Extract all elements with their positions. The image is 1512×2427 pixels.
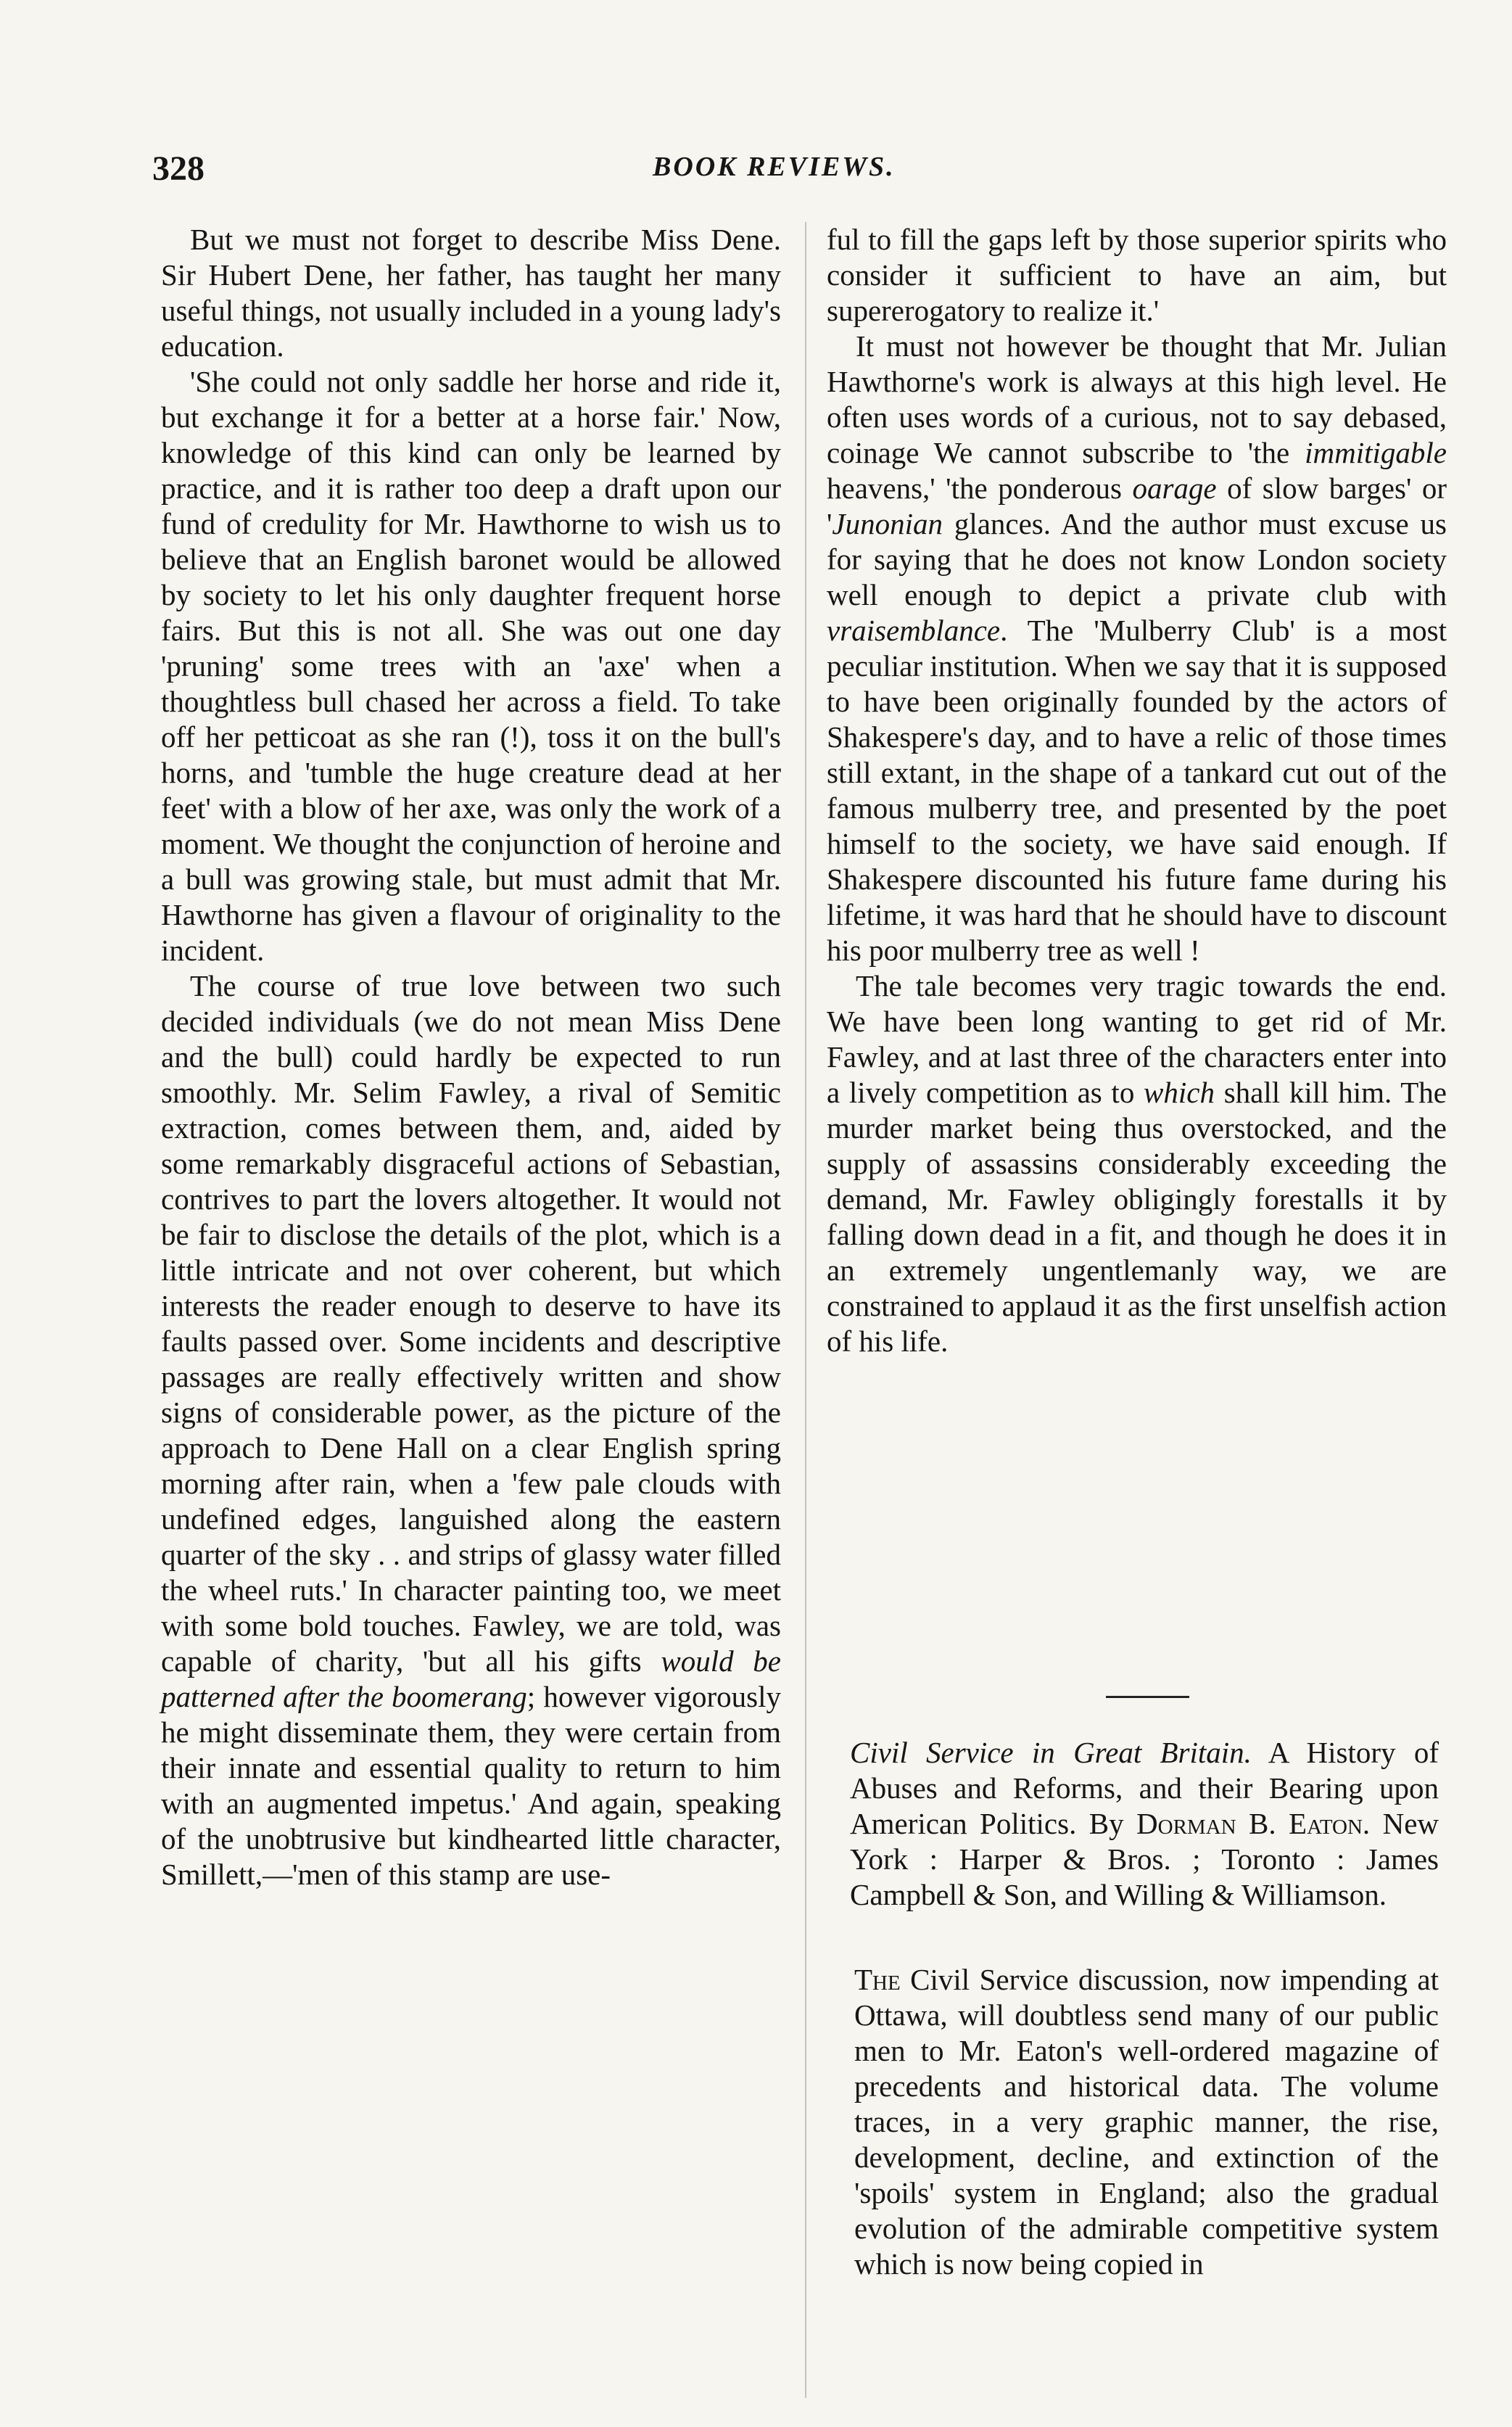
review-lead-word: The <box>854 1963 901 1996</box>
left-paragraph-2: 'She could not only saddle her horse and ride it, but exchange it for a better at a horse fair.' Now, knowledge of this kind can only be learned by practice, and it is rather too deep a draft upon our fund of credulity for Mr. Hawthorne to wish us to believe that an English baronet would be allowed by society to let his only daughter frequent horse fairs. But this is not all. She was out one day 'pruning' some trees with an 'axe' when a thoughtless bull chased her across a field. To take off her petticoat as she ran (!), toss it on the bull's horns, and 'tumble the huge creature dead at her feet' with a blow of her axe, was only the work of a moment. We thought the conjunction of heroine and a bull was growing stale, but must admit that Mr. Hawthorne has given a flavour of originality to the incident. <box>161 365 781 967</box>
book-title: Civil Service in Great Britain. <box>850 1736 1252 1769</box>
right-paragraph-2 <box>827 329 1447 968</box>
left-p3-italic: would be patterned after the boomerang <box>161 1644 782 1713</box>
book-entry-text-a: A History of Abuses and Reforms, and their Bearing upon American Politics. By <box>850 1736 1439 1840</box>
right-p3-text-b: shall kill him. The murder market being thus overstocked, and the supply of assassins considerably exceeding the demand, Mr. Fawley obligingly forestalls it by falling down dead in a fit, and though he does it in an extremely ungentlemanly way, we are constrained to applaud it as the first unselfish action of his life. <box>827 1076 1447 1358</box>
right-p2-text-e: . The 'Mulberry Club' is a most peculiar institution. When we say that it is supposed to have been originally founded by the actors of Shakespere's day, and to have a relic of those times still extant, in the shape of a tankard cut out of the famous mulberry tree, and presented by the poet himself to the society, we have said enough. If Shakespere discounted his future fame during his lifetime, it was hard that he should have to discount his poor mulberry tree as well ! <box>827 614 1447 967</box>
right-p2-italic-1: immitigable <box>1305 436 1447 469</box>
left-p3-text-a: The course of true love between two such decided individuals (we do not mean Miss Dene and the bull) could hardly be expected to run smoothly. Mr. Selim Fawley, a rival of Semitic extraction, comes between them, and, aided by some remarkably disgraceful actions of Sebastian, contrives to part the lovers altogether. It would not be fair to disclose the details of the plot, which is a little intricate and not over coherent, but which interests the reader enough to deserve to have its faults passed over. Some incidents and descriptive passages are really effectively written and show signs of considerable power, as the picture of the approach to Dene Hall on a clear English spring morning after rain, when a 'few pale clouds with undefined edges, languished along the eastern quarter of the sky . . and strips of glassy water filled the wheel ruts.' In character painting too, we meet with some bold touches. Fawley, we are told, was capable of charity, 'but all his gifts <box>161 969 781 1678</box>
right-column <box>827 222 1447 1359</box>
right-paragraph-1: ful to fill the gaps left by those superior spirits who consider it sufficient to have an aim, but supererogatory to realize it.' <box>827 223 1447 327</box>
right-p2-text-a: It must not however be thought that Mr. Julian Hawthorne's work is always at this high level. He often uses words of a curious, not to say debased, coinage We cannot subscribe to 'the <box>827 329 1447 469</box>
right-p2-italic-2: oarage <box>1132 471 1217 505</box>
left-paragraph-3 <box>161 968 781 1892</box>
column-divider <box>805 222 806 2398</box>
review-text: Civil Service discussion, now impending at Ottawa, will doubtless send many of our public men to Mr. Eaton's well-ordered magazine of precedents and historical data. The volume traces, in a very graphic manner, the rise, development, decline, and extinction of the 'spoils' system in England; also the gradual evolution of the admirable competitive system which is now being copied in <box>854 1963 1439 2280</box>
right-p3-italic: which <box>1144 1076 1215 1109</box>
right-p2-text-b: heavens,' 'the ponderous <box>827 471 1133 505</box>
book-entry <box>850 1735 1439 1913</box>
left-paragraph-1: But we must not forget to describe Miss Dene. Sir Hubert Dene, her father, has taught her many useful things, not usually included in a young lady's education. <box>161 223 781 363</box>
section-divider <box>1106 1696 1189 1698</box>
book-entry-text-b: . New York : Harper & Bros. ; Toronto : James Campbell & Son, and Willing & Williamson. <box>850 1807 1439 1911</box>
right-p2-italic-4: vraisemblance <box>827 614 1001 647</box>
right-p2-text-c: of slow barges' or ' <box>827 471 1447 540</box>
right-p2-italic-3: Junonian <box>832 507 943 540</box>
review-paragraph <box>854 1962 1439 2282</box>
book-author: Dorman B. Eaton <box>1136 1807 1363 1840</box>
right-p2-text-d: glances. And the author must excuse us for saying that he does not know London society well enough to depict a private club with <box>827 507 1447 611</box>
left-column <box>161 222 781 1892</box>
right-p3-text-a: The tale becomes very tragic towards the end. We have been long wanting to get rid of Mr. Fawley, and at last three of the characters enter into a lively competition as to <box>827 969 1447 1109</box>
page-number: 328 <box>152 149 205 188</box>
left-p3-text-b: ; however vigorously he might disseminate them, they were certain from their innate and essential quality to return to him with an augmented impetus.' And again, speaking of the unobtrusive but kindhearted little character, Smillett,—'men of this stamp are use- <box>161 1680 781 1891</box>
running-head: BOOK REVIEWS. <box>653 152 896 182</box>
right-paragraph-3 <box>827 968 1447 1359</box>
